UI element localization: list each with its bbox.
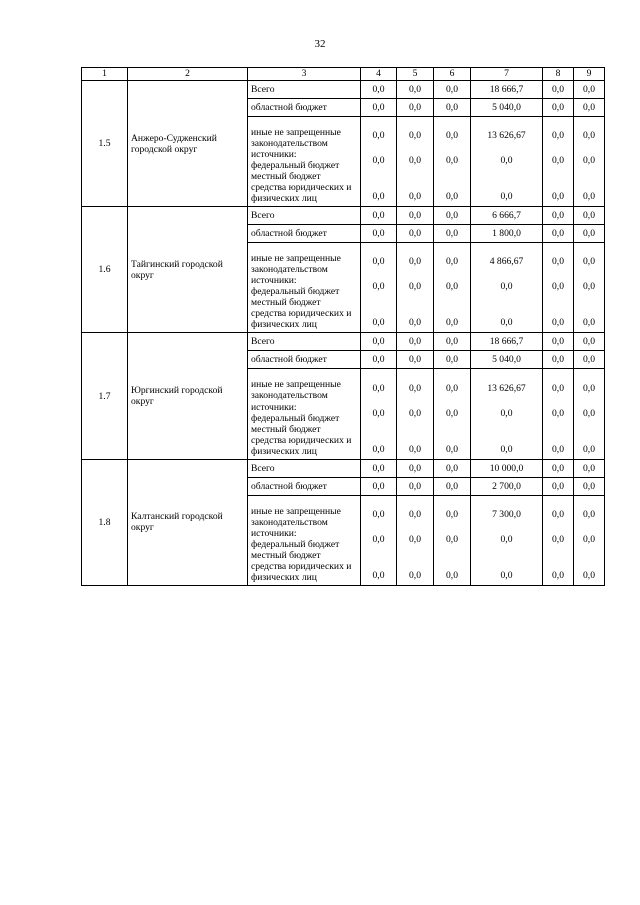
persons-value: 0,0 xyxy=(552,569,564,581)
legal-persons-label: средства юридических и физических лиц xyxy=(251,308,352,331)
header-cell: 6 xyxy=(434,68,471,81)
legal-persons-label: средства юридических и физических лиц xyxy=(251,182,352,205)
value-cell: 0,0 xyxy=(397,207,434,225)
value-cell: 0,0 xyxy=(397,459,434,477)
values-stack xyxy=(471,369,543,459)
persons-value: 0,0 xyxy=(583,569,595,581)
legal-persons-label: средства юридических и физических лиц xyxy=(251,560,352,583)
value-cell: 0,0 xyxy=(397,351,434,369)
persons-value: 0,0 xyxy=(372,191,385,203)
value-cell: 0,0 xyxy=(574,351,605,369)
row-total xyxy=(82,333,605,351)
value-cell: 5 040,0 xyxy=(471,351,543,369)
federal-value: 13 626,67 xyxy=(487,130,526,142)
other-sources-cell xyxy=(248,495,361,585)
persons-value: 0,0 xyxy=(500,569,513,581)
federal-value: 0,0 xyxy=(372,382,385,394)
persons-value: 0,0 xyxy=(500,191,513,203)
federal-budget-label: федеральный бюджет xyxy=(251,286,340,298)
federal-value: 0,0 xyxy=(372,508,385,520)
persons-value: 0,0 xyxy=(500,317,513,329)
value-cell: 0,0 xyxy=(361,99,397,117)
value-cell: 0,0 xyxy=(361,477,397,495)
federal-value: 4 866,67 xyxy=(489,256,524,268)
local-value: 0,0 xyxy=(583,407,595,419)
values-stack xyxy=(397,369,434,459)
value-cell: 0,0 xyxy=(574,99,605,117)
values-stack xyxy=(434,369,471,459)
row-label: Всего xyxy=(248,207,361,225)
federal-value: 0,0 xyxy=(446,508,458,520)
values-stack xyxy=(397,243,434,333)
value-cell: 0,0 xyxy=(574,225,605,243)
local-value: 0,0 xyxy=(500,155,513,167)
persons-value: 0,0 xyxy=(409,569,421,581)
values-stack xyxy=(361,369,397,459)
other-sources-label: иные не запрещенные законодательством источники: xyxy=(251,127,341,161)
municipality-name: Тайгинский городской округ xyxy=(128,207,248,333)
persons-value: 0,0 xyxy=(583,317,595,329)
row-number: 1.7 xyxy=(82,333,128,459)
value-cell: 0,0 xyxy=(574,333,605,351)
value-cell: 0,0 xyxy=(543,351,574,369)
value-cell: 0,0 xyxy=(574,477,605,495)
value-cell: 0,0 xyxy=(574,81,605,99)
local-value: 0,0 xyxy=(446,155,458,167)
federal-value: 0,0 xyxy=(409,508,421,520)
values-stack xyxy=(471,243,543,333)
local-value: 0,0 xyxy=(446,533,458,545)
value-cell: 0,0 xyxy=(574,207,605,225)
persons-value: 0,0 xyxy=(409,317,421,329)
federal-value: 0,0 xyxy=(372,256,385,268)
local-value: 0,0 xyxy=(446,407,458,419)
values-stack xyxy=(471,495,543,585)
persons-value: 0,0 xyxy=(500,443,513,455)
local-budget-label: местный бюджет xyxy=(251,423,321,435)
value-cell: 6 666,7 xyxy=(471,207,543,225)
value-cell: 10 000,0 xyxy=(471,459,543,477)
header-cell: 9 xyxy=(574,68,605,81)
values-stack xyxy=(397,495,434,585)
local-value: 0,0 xyxy=(446,281,458,293)
federal-value: 0,0 xyxy=(409,130,421,142)
value-cell: 0,0 xyxy=(543,81,574,99)
other-sources-cell xyxy=(248,243,361,333)
values-stack xyxy=(434,243,471,333)
local-value: 0,0 xyxy=(409,407,421,419)
federal-budget-label: федеральный бюджет xyxy=(251,160,340,172)
row-label: областной бюджет xyxy=(248,351,361,369)
federal-value: 0,0 xyxy=(446,130,458,142)
federal-value: 0,0 xyxy=(583,382,595,394)
row-number: 1.8 xyxy=(82,459,128,585)
row-label: Всего xyxy=(248,333,361,351)
header-cell: 3 xyxy=(248,68,361,81)
local-value: 0,0 xyxy=(500,407,513,419)
local-value: 0,0 xyxy=(372,281,385,293)
local-value: 0,0 xyxy=(409,155,421,167)
federal-value: 7 300,0 xyxy=(492,508,521,520)
value-cell: 0,0 xyxy=(543,225,574,243)
values-stack xyxy=(543,495,574,585)
row-total xyxy=(82,459,605,477)
federal-value: 13 626,67 xyxy=(487,382,526,394)
value-cell: 18 666,7 xyxy=(471,81,543,99)
value-cell: 0,0 xyxy=(397,99,434,117)
persons-value: 0,0 xyxy=(583,191,595,203)
values-stack xyxy=(543,243,574,333)
values-stack xyxy=(434,495,471,585)
federal-value: 0,0 xyxy=(583,256,595,268)
row-label: Всего xyxy=(248,81,361,99)
local-value: 0,0 xyxy=(372,407,385,419)
persons-value: 0,0 xyxy=(552,443,564,455)
federal-budget-label: федеральный бюджет xyxy=(251,412,340,424)
value-cell: 0,0 xyxy=(543,459,574,477)
municipality-name: Юргинский городской округ xyxy=(128,333,248,459)
local-value: 0,0 xyxy=(583,281,595,293)
values-stack xyxy=(471,117,543,207)
values-stack xyxy=(574,243,605,333)
value-cell: 0,0 xyxy=(434,459,471,477)
row-label: областной бюджет xyxy=(248,477,361,495)
value-cell: 0,0 xyxy=(434,225,471,243)
federal-value: 0,0 xyxy=(583,508,595,520)
row-label: Всего xyxy=(248,459,361,477)
values-stack xyxy=(574,495,605,585)
persons-value: 0,0 xyxy=(552,191,564,203)
header-cell: 8 xyxy=(543,68,574,81)
value-cell: 1 800,0 xyxy=(471,225,543,243)
persons-value: 0,0 xyxy=(372,317,385,329)
other-sources-cell xyxy=(248,117,361,207)
federal-value: 0,0 xyxy=(552,508,564,520)
federal-value: 0,0 xyxy=(552,256,564,268)
persons-value: 0,0 xyxy=(446,443,458,455)
persons-value: 0,0 xyxy=(409,443,421,455)
local-value: 0,0 xyxy=(583,533,595,545)
value-cell: 0,0 xyxy=(434,351,471,369)
federal-value: 0,0 xyxy=(583,130,595,142)
local-value: 0,0 xyxy=(552,281,564,293)
local-value: 0,0 xyxy=(500,533,513,545)
value-cell: 0,0 xyxy=(397,333,434,351)
federal-value: 0,0 xyxy=(552,382,564,394)
local-value: 0,0 xyxy=(552,155,564,167)
value-cell: 0,0 xyxy=(543,333,574,351)
value-cell: 0,0 xyxy=(361,351,397,369)
local-value: 0,0 xyxy=(372,533,385,545)
value-cell: 2 700,0 xyxy=(471,477,543,495)
header-cell: 1 xyxy=(82,68,128,81)
value-cell: 0,0 xyxy=(434,81,471,99)
values-stack xyxy=(434,117,471,207)
local-value: 0,0 xyxy=(409,533,421,545)
federal-budget-label: федеральный бюджет xyxy=(251,538,340,550)
header-cell: 7 xyxy=(471,68,543,81)
values-stack xyxy=(543,117,574,207)
federal-value: 0,0 xyxy=(409,382,421,394)
federal-value: 0,0 xyxy=(446,382,458,394)
local-value: 0,0 xyxy=(409,281,421,293)
value-cell: 0,0 xyxy=(434,207,471,225)
federal-value: 0,0 xyxy=(409,256,421,268)
persons-value: 0,0 xyxy=(372,569,385,581)
federal-value: 0,0 xyxy=(372,130,385,142)
municipality-name: Анжеро-Судженский городской округ xyxy=(128,81,248,207)
values-stack xyxy=(543,369,574,459)
value-cell: 0,0 xyxy=(397,81,434,99)
persons-value: 0,0 xyxy=(583,443,595,455)
row-label: областной бюджет xyxy=(248,99,361,117)
values-stack xyxy=(397,117,434,207)
page-number: 32 xyxy=(314,38,326,50)
local-value: 0,0 xyxy=(552,533,564,545)
local-budget-label: местный бюджет xyxy=(251,549,321,561)
persons-value: 0,0 xyxy=(552,317,564,329)
value-cell: 0,0 xyxy=(434,477,471,495)
value-cell: 5 040,0 xyxy=(471,99,543,117)
local-budget-label: местный бюджет xyxy=(251,297,321,309)
persons-value: 0,0 xyxy=(409,191,421,203)
row-label: областной бюджет xyxy=(248,225,361,243)
row-number: 1.5 xyxy=(82,81,128,207)
value-cell: 0,0 xyxy=(434,99,471,117)
other-sources-label: иные не запрещенные законодательством источники: xyxy=(251,253,341,287)
value-cell: 18 666,7 xyxy=(471,333,543,351)
other-sources-label: иные не запрещенные законодательством источники: xyxy=(251,379,341,413)
value-cell: 0,0 xyxy=(361,459,397,477)
value-cell: 0,0 xyxy=(397,225,434,243)
value-cell: 0,0 xyxy=(543,477,574,495)
values-stack xyxy=(361,243,397,333)
value-cell: 0,0 xyxy=(361,207,397,225)
header-cell: 4 xyxy=(361,68,397,81)
other-sources-cell xyxy=(248,369,361,459)
local-value: 0,0 xyxy=(372,155,385,167)
row-total xyxy=(82,81,605,99)
persons-value: 0,0 xyxy=(446,569,458,581)
local-value: 0,0 xyxy=(552,407,564,419)
value-cell: 0,0 xyxy=(543,207,574,225)
row-number: 1.6 xyxy=(82,207,128,333)
values-stack xyxy=(361,495,397,585)
value-cell: 0,0 xyxy=(574,459,605,477)
funding-table xyxy=(81,67,605,586)
value-cell: 0,0 xyxy=(543,99,574,117)
values-stack xyxy=(574,369,605,459)
other-sources-label: иные не запрещенные законодательством источники: xyxy=(251,505,341,539)
value-cell: 0,0 xyxy=(434,333,471,351)
value-cell: 0,0 xyxy=(397,477,434,495)
values-stack xyxy=(574,117,605,207)
persons-value: 0,0 xyxy=(446,317,458,329)
column-number-header xyxy=(82,68,605,81)
value-cell: 0,0 xyxy=(361,81,397,99)
local-value: 0,0 xyxy=(500,281,513,293)
persons-value: 0,0 xyxy=(372,443,385,455)
value-cell: 0,0 xyxy=(361,333,397,351)
federal-value: 0,0 xyxy=(446,256,458,268)
header-cell: 5 xyxy=(397,68,434,81)
local-budget-label: местный бюджет xyxy=(251,171,321,183)
persons-value: 0,0 xyxy=(446,191,458,203)
row-total xyxy=(82,207,605,225)
value-cell: 0,0 xyxy=(361,225,397,243)
values-stack xyxy=(361,117,397,207)
header-cell: 2 xyxy=(128,68,248,81)
municipality-name: Калтанский городской округ xyxy=(128,459,248,585)
local-value: 0,0 xyxy=(583,155,595,167)
legal-persons-label: средства юридических и физических лиц xyxy=(251,434,352,457)
federal-value: 0,0 xyxy=(552,130,564,142)
